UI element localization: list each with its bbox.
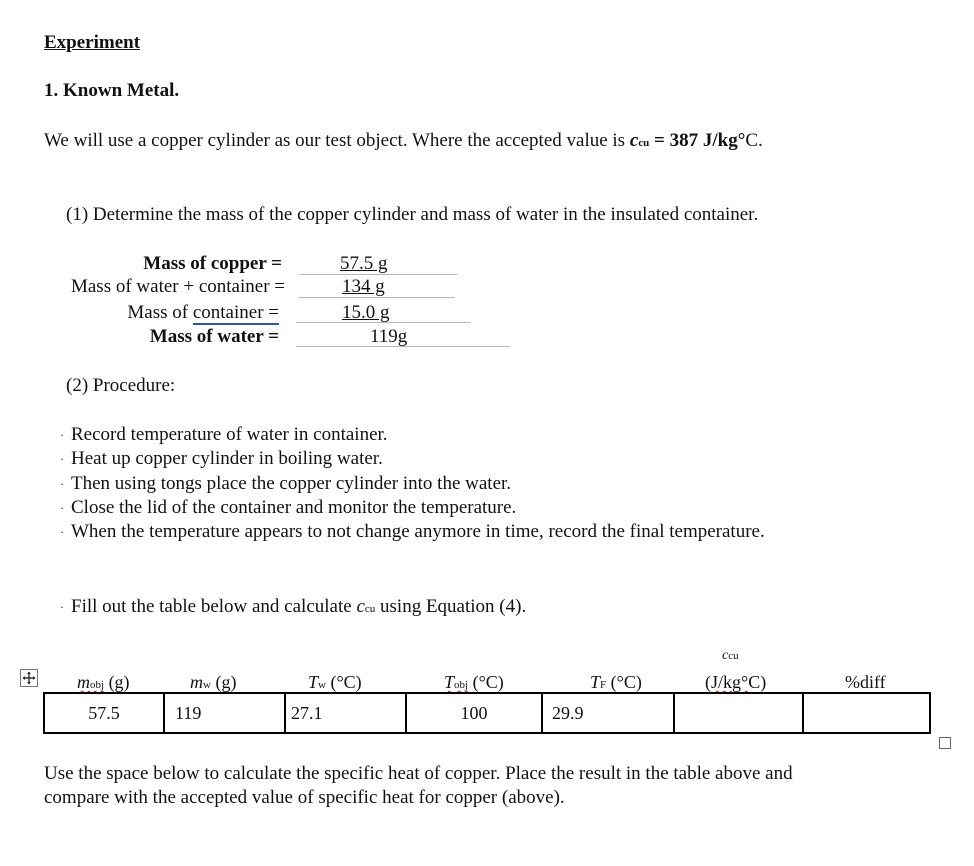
list-item: Close the lid of the container and monitor the temperature. [71,497,517,518]
mass-container-value[interactable]: 15.0 g [342,302,390,323]
mass-copper-value[interactable]: 57.5 g [340,253,388,274]
intro-c-subscript: cu [638,137,650,149]
intro-degree: ° [737,130,746,151]
table-resize-handle[interactable] [939,737,951,749]
bullet-icon: · [60,501,64,515]
bullet-icon: · [60,525,64,539]
bullet-icon: · [60,452,64,466]
header-m-obj-sub: obj [90,679,105,691]
table-move-handle[interactable] [20,669,38,687]
header-t-obj-sub: obj [454,679,469,691]
header-t-f-deg: ° [616,672,624,692]
step-2-heading: (2) Procedure: [66,375,176,396]
fill-c-subscript: cu [364,603,376,615]
intro-accepted-value: = 387 J/kg [649,130,738,151]
header-t-w-unit2: C) [343,672,362,692]
intro-c-symbol: c [629,130,639,151]
header-t-w [308,672,362,693]
footer-line-2: compare with the accepted value of specific heat for copper (above). [44,787,565,808]
header-m-w-sub: w [203,679,211,691]
header-c-cu-symbol [722,648,739,664]
bullet-icon: · [60,600,64,614]
header-c-cu-unit2: C) [748,672,767,692]
intro-unit: C. [745,130,763,151]
header-t-f-sym: T [590,672,601,692]
header-c-cu-sub: cu [728,650,739,662]
cell-m-obj[interactable]: 57.5 [44,693,164,733]
mass-water-container-value[interactable]: 134 g [342,276,385,297]
header-t-f [590,672,642,693]
header-c-cu-unit [705,672,766,693]
data-table [43,692,931,734]
fill-c-symbol: c [356,596,365,617]
mass-water-container-label: Mass of water + container = [70,276,285,297]
bullet-icon: · [60,428,64,442]
header-m-obj-sym: m [77,672,90,692]
header-m-w [190,672,236,693]
header-m-w-unit: (g) [210,672,237,692]
step-1-instruction: (1) Determine the mass of the copper cylinder and mass of water in the insulated container. [66,204,759,225]
list-item: Heat up copper cylinder in boiling water. [71,448,383,469]
header-m-obj-unit: (g) [104,672,130,692]
header-t-f-unit: ( [606,672,617,692]
mass-container-label-a: Mass of [127,302,193,323]
section-heading: 1. Known Metal. [44,80,180,101]
header-diff: %diff [845,672,886,692]
header-t-w-sym: T [308,672,319,692]
header-t-f-sub: F [600,679,607,691]
header-c-cu-deg: ° [741,672,749,692]
mass-copper-label: Mass of copper = [143,253,282,274]
mass-water-line [296,346,510,347]
cell-t-w[interactable]: 27.1 [285,693,406,733]
header-t-w-sub: w [318,679,326,691]
mass-container-label [127,302,279,324]
page-title: Experiment [44,32,141,53]
intro-paragraph [44,130,763,152]
header-t-obj-unit: ( [468,672,479,692]
header-t-obj-unit2: C) [485,672,504,692]
fill-text-pre: Fill out the table below and calculate [71,596,357,617]
mass-copper-line [300,274,457,275]
move-icon [22,671,36,685]
bullet-icon: · [60,477,64,491]
header-t-f-unit2: C) [623,672,642,692]
mass-container-line [296,322,471,323]
list-item: When the temperature appears to not change anymore in time, record the final temperature. [71,521,765,542]
fill-table-instruction [71,596,526,618]
header-m-obj [77,672,130,693]
fill-text-post: using Equation (4). [375,596,527,617]
header-m-w-sym: m [190,672,203,692]
cell-t-obj[interactable]: 100 [406,693,542,733]
cell-m-w[interactable]: 119 [164,693,285,733]
mass-water-container-line [298,297,455,298]
list-item: Then using tongs place the copper cylinder into the water. [71,473,512,494]
mass-container-label-b: container = [192,302,279,323]
header-t-w-deg: ° [336,672,344,692]
header-c-cu-unit-a: (J/kg [705,672,741,692]
cell-diff[interactable] [803,693,930,733]
mass-water-value[interactable]: 119g [370,326,408,347]
list-item: Record temperature of water in container. [71,424,388,445]
table-row [44,693,930,733]
cell-c-cu[interactable] [674,693,803,733]
header-t-obj [444,672,504,693]
header-t-w-unit: ( [325,672,337,692]
footer-line-1: Use the space below to calculate the specific heat of copper. Place the result in the table above and [44,763,793,784]
intro-text: We will use a copper cylinder as our test object. Where the accepted value is [44,130,630,151]
cell-t-f[interactable]: 29.9 [542,693,674,733]
mass-water-label: Mass of water = [149,326,279,347]
header-c-cu-sym: c [722,648,729,663]
header-t-obj-deg: ° [478,672,486,692]
header-t-obj-sym: T [444,672,455,692]
